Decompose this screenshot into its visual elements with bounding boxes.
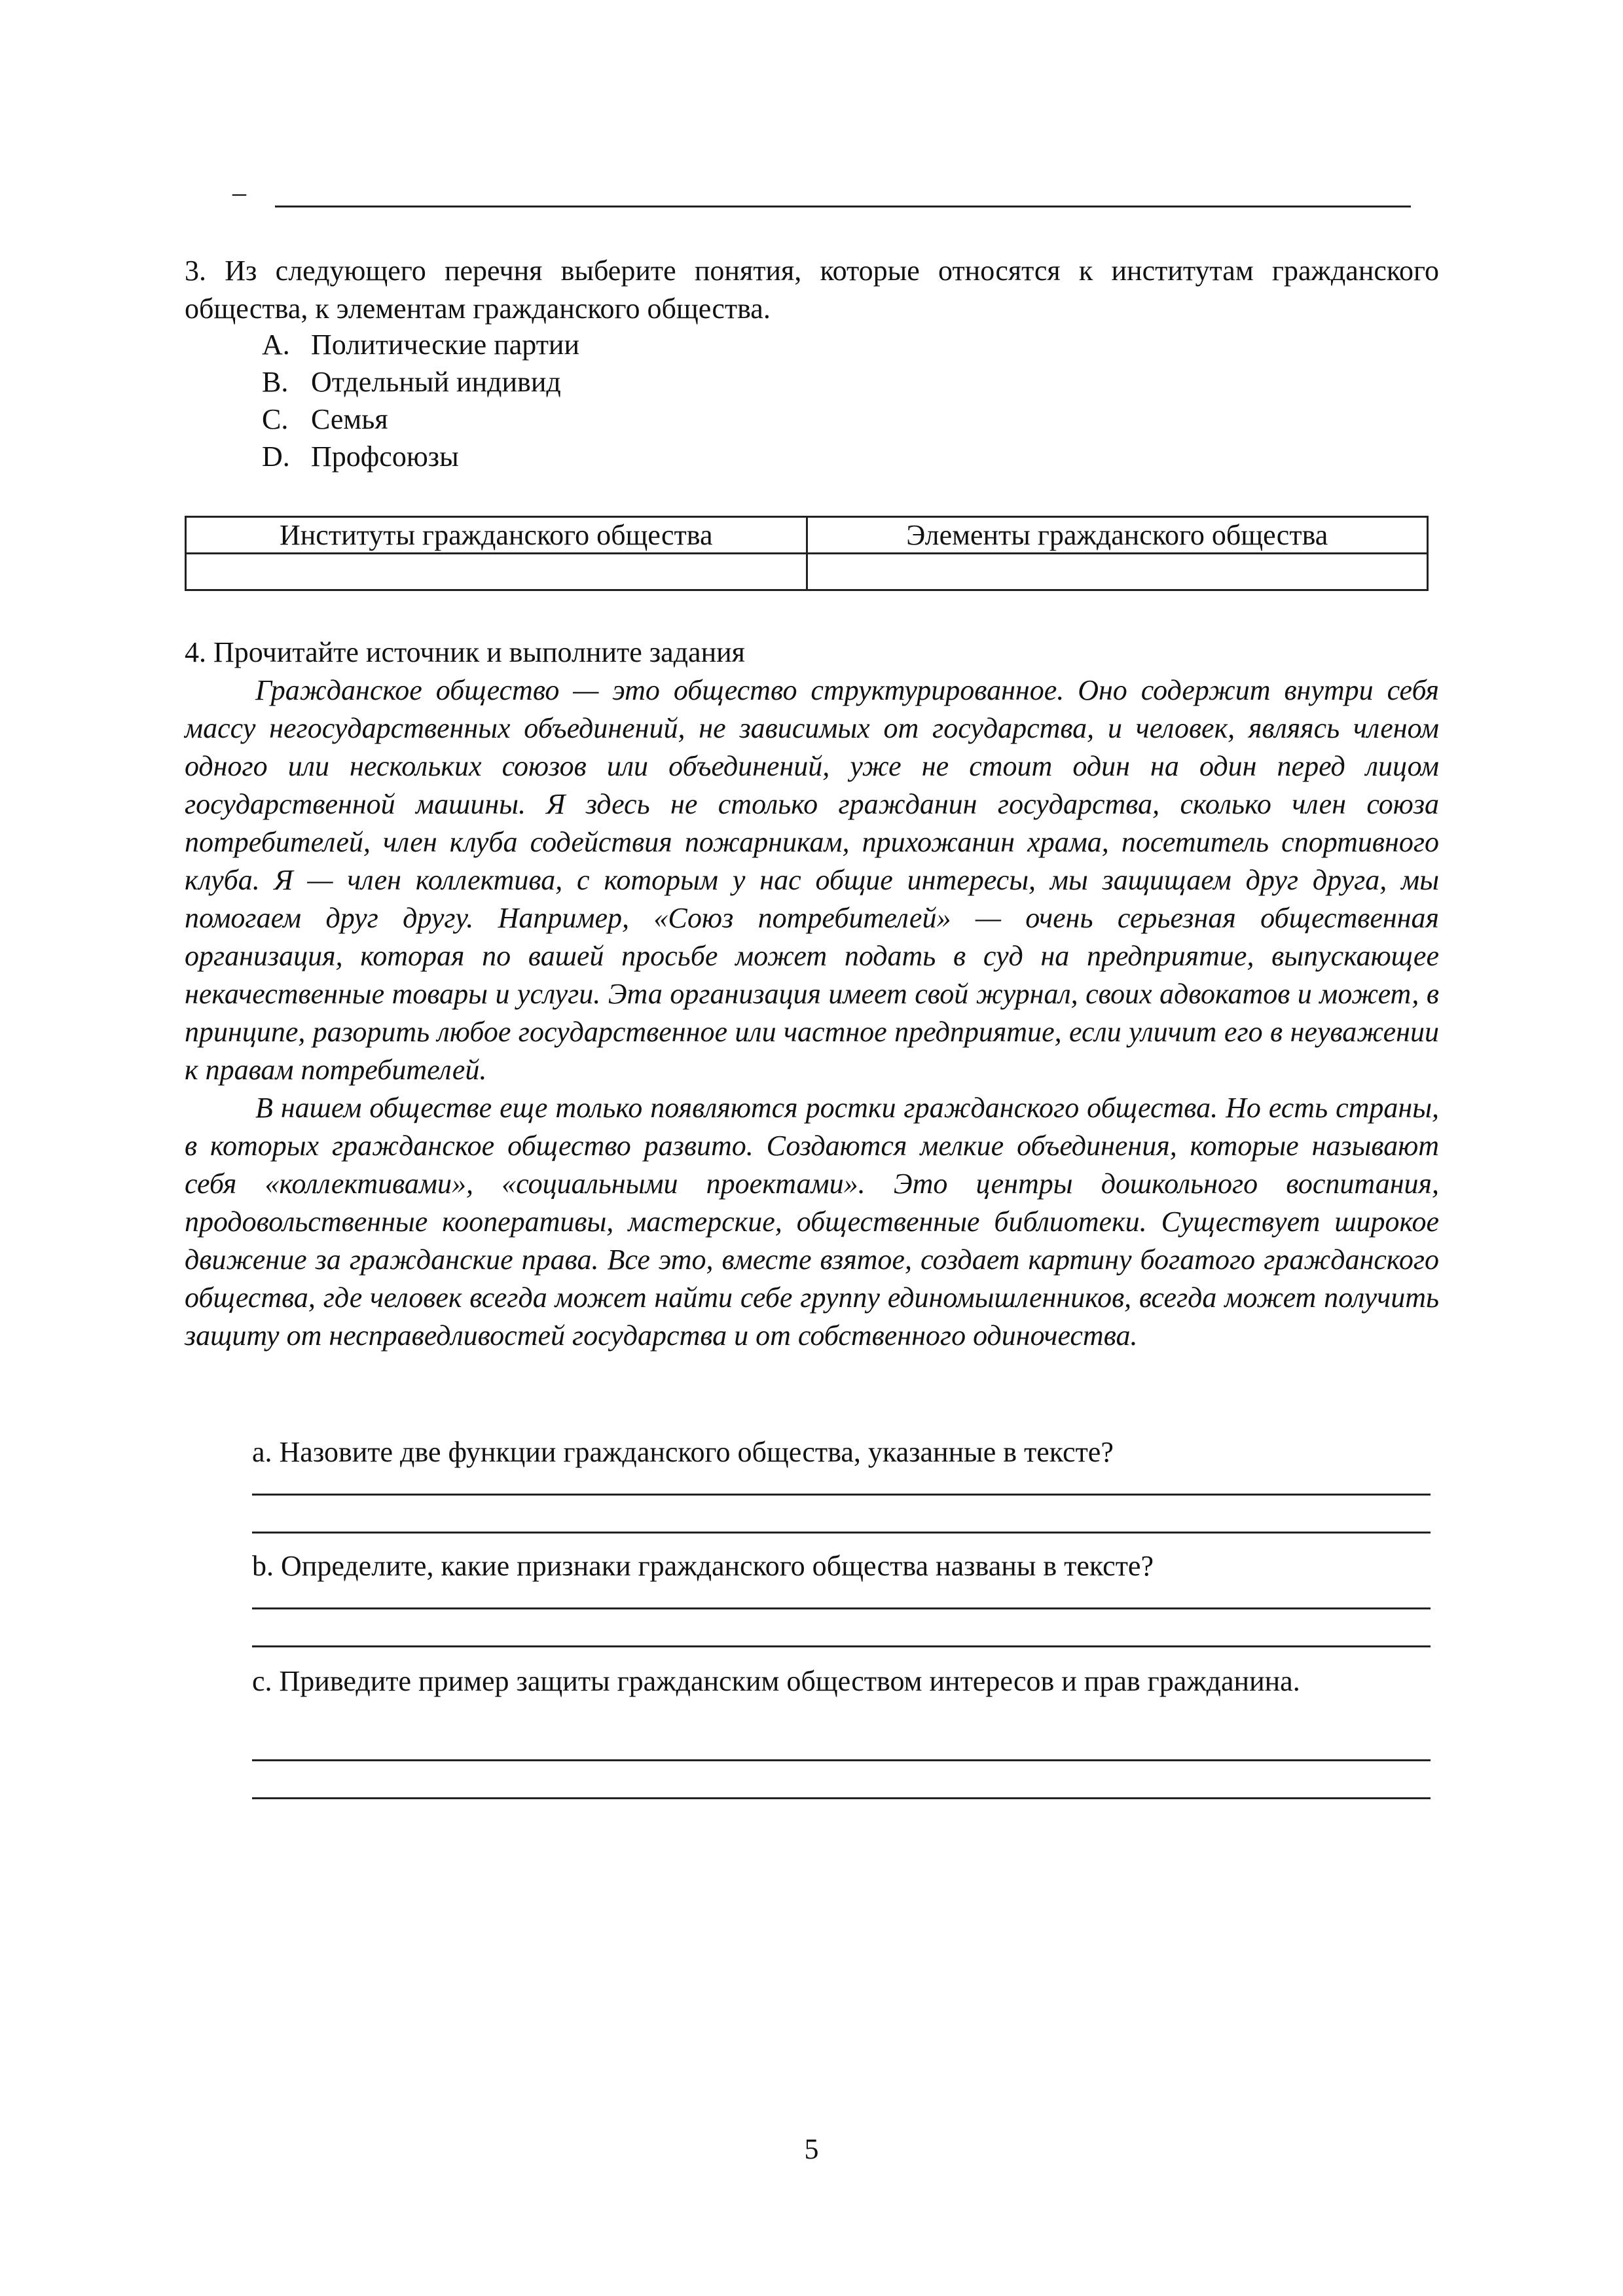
option-text: Отдельный индивид <box>311 366 561 398</box>
subquestion-a: a. Назовите две функции гражданского общества, указанные в тексте? <box>252 1436 1114 1468</box>
question-4-heading: 4. Прочитайте источник и выполните задания <box>185 636 745 668</box>
source-paragraph: В нашем обществе еще только появляются ростки гражданского общества. Но есть страны, в которых гражданское общество развито. Создаются мелкие объединения, которые называют себя «коллективами», «социальными проектами». Это центры дошкольного воспитания, продовольственные кооперативы, мастерские, общественные библиотеки. Существует широкое движение за гражданские права. Все это, вместе взятое, создает картину богатого гражданского общества, где человек всегда может найти себе группу единомышленников, всегда может получить защиту от несправедливостей государства и от собственного одиночества. <box>185 1092 1439 1352</box>
answer-line[interactable] <box>252 1494 1431 1496</box>
classification-table <box>185 516 1429 591</box>
source-text <box>185 672 1439 1355</box>
answer-cell-institutions[interactable] <box>186 554 807 590</box>
list-dash: – <box>232 178 246 208</box>
subquestion-c: c. Приведите пример защиты гражданским обществом интересов и прав гражданина. <box>252 1665 1300 1697</box>
option-letter: D. <box>262 440 290 473</box>
answer-rule <box>275 206 1411 207</box>
option-a <box>262 326 851 363</box>
question-3-options <box>262 326 851 475</box>
answer-line[interactable] <box>252 1797 1431 1799</box>
previous-answer-line <box>232 177 1411 209</box>
answer-cell-elements[interactable] <box>807 554 1428 590</box>
answer-line[interactable] <box>252 1759 1431 1761</box>
page-number: 5 <box>804 2133 819 2165</box>
option-b <box>262 363 851 401</box>
table-row <box>186 554 1428 590</box>
option-letter: B. <box>262 366 289 398</box>
answer-line[interactable] <box>252 1607 1431 1609</box>
option-c <box>262 401 851 438</box>
source-paragraph: Гражданское общество — это общество структурированное. Оно содержит внутри себя массу негосударственных объединений, не зависимых от государства, и человек, являясь членом одного или нескольких союзов или объединений, уже не стоит один на один перед лицом государственной машины. Я здесь не столько гражданин государства, сколько член союза потребителей, член клуба содействия пожарникам, прихожанин храма, посетитель спортивного клуба. Я — член коллектива, с которым у нас общие интересы, мы защищаем друг друга, мы помогаем друг другу. Например, «Союз потребителей» — очень серьезная общественная организация, которая по вашей просьбе может подать в суд на предприятие, выпускающее некачественные товары и услуги. Эта организация имеет свой журнал, своих адвокатов и может, в принципе, разорить любое государственное или частное предприятие, если уличит его в неуважении к правам потребителей. <box>185 674 1439 1086</box>
option-text: Семья <box>311 403 388 435</box>
answer-line[interactable] <box>252 1532 1431 1534</box>
option-letter: C. <box>262 403 289 435</box>
option-text: Профсоюзы <box>311 440 459 473</box>
table-header-institutions: Институты гражданского общества <box>186 517 807 554</box>
subquestion-b: b. Определите, какие признаки гражданского общества названы в тексте? <box>252 1550 1154 1582</box>
question-3-text: 3. Из следующего перечня выберите понятия, которые относятся к институтам гражданского общества, к элементам гражданского общества. <box>185 255 1439 325</box>
option-letter: A. <box>262 329 290 361</box>
answer-line[interactable] <box>252 1645 1431 1647</box>
table-header-elements: Элементы гражданского общества <box>807 517 1428 554</box>
table-header-row <box>186 517 1428 554</box>
option-d <box>262 438 851 475</box>
option-text: Политические партии <box>311 329 580 361</box>
